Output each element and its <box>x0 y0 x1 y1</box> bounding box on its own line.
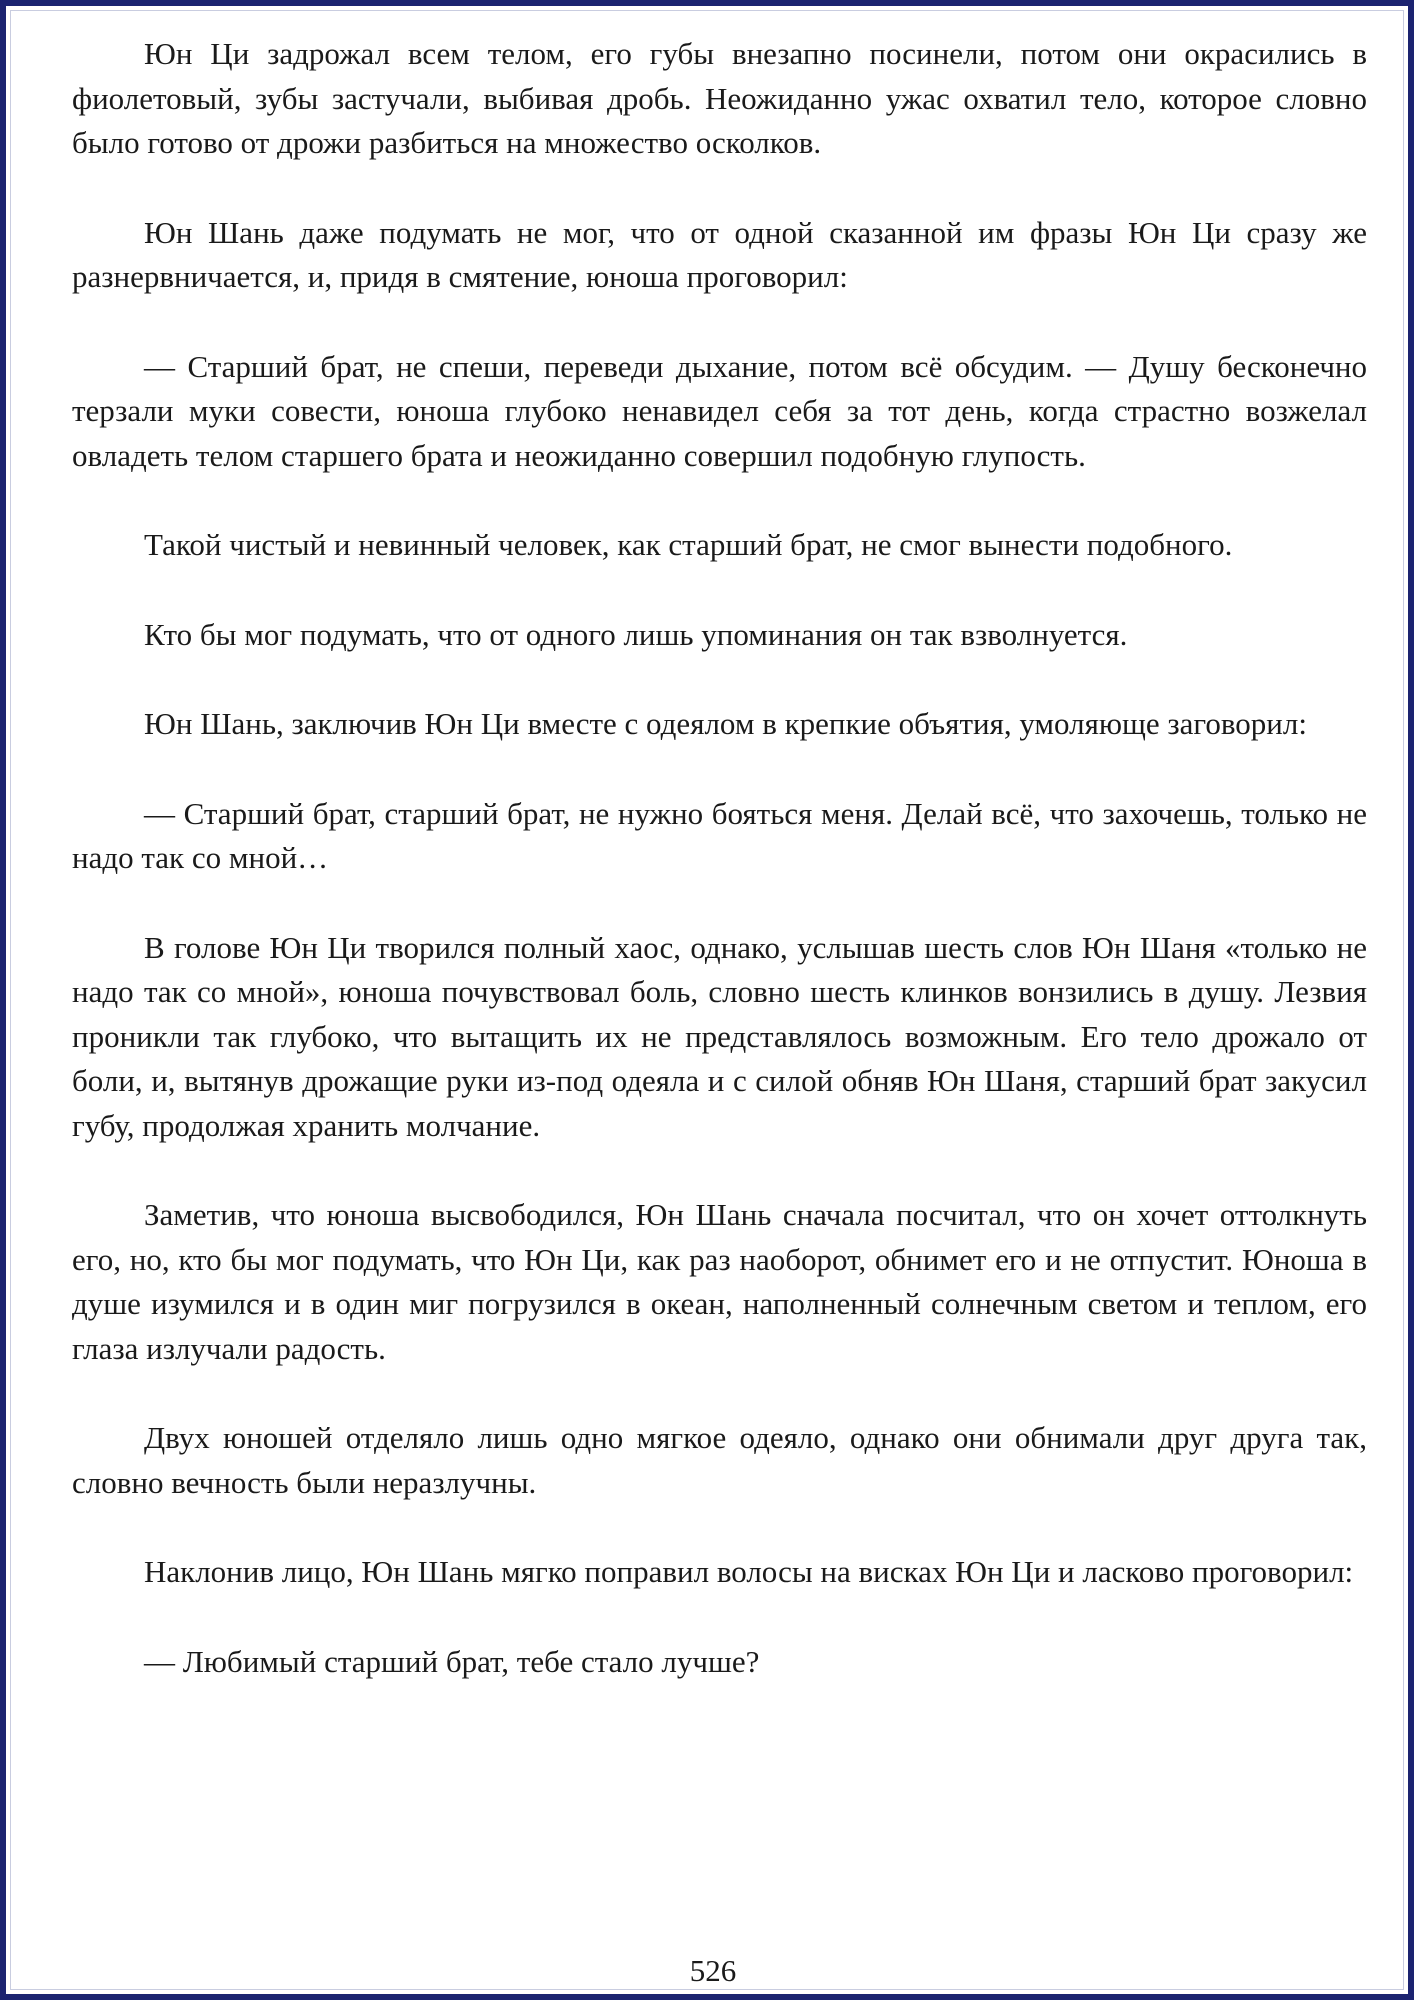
paragraph: — Старший брат, старший брат, не нужно бояться меня. Делай всё, что захочешь, только не надо так со мной… <box>72 795 1367 875</box>
paragraph: Кто бы мог подумать, что от одного лишь упоминания он так взволнуется. <box>144 616 1128 652</box>
paragraph: Заметив, что юноша высвободился, Юн Шань сначала посчитал, что он хочет оттолкнуть его, но, кто бы мог подумать, что Юн Ци, как раз наоборот, обнимет его и не отпустит. Юноша в душе изумился и в один миг погрузился в океан, наполненный солнечным светом и теплом, его глаза излучали радость. <box>72 1197 1367 1366</box>
paragraph: Юн Ци задрожал всем телом, его губы внезапно посинели, потом они окрасились в фиолетовый, зубы застучали, выбивая дробь. Неожиданно ужас охватил тело, которое словно было готово от дрожи разбиться на множество осколков. <box>72 36 1367 160</box>
paragraph: Такой чистый и невинный человек, как старший брат, не смог вынести подобного. <box>144 527 1233 562</box>
paragraph: Юн Шань даже подумать не мог, что от одной сказанной им фразы Юн Ци сразу же разнервничается, и, придя в смятение, юноша проговорил: <box>72 214 1367 294</box>
paragraph: Двух юношей отделяло лишь одно мягкое одеяло, однако они обнимали друг друга так, словно вечность были неразлучны. <box>72 1420 1367 1500</box>
document-body <box>72 32 1367 1729</box>
paragraph: Наклонив лицо, Юн Шань мягко поправил волосы на висках Юн Ци и ласково проговорил: <box>144 1554 1354 1589</box>
paragraph: — Старший брат, не спеши, переведи дыхание, потом всё обсудим. — Душу бесконечно терзали муки совести, юноша глубоко ненавидел себя за тот день, когда страстно возжелал овладеть телом старшего брата и неожиданно совершил подобную глупость. <box>72 348 1367 473</box>
paragraph: В голове Юн Ци творился полный хаос, однако, услышав шесть слов Юн Шаня «только не надо так со мной», юноша почувствовал боль, словно шесть клинков вонзились в душу. Лезвия проникли так глубоко, что вытащить их не представлялось возможным. Его тело дрожало от боли, и, вытянув дрожащие руки из-под одеяла и с силой обняв Юн Шаня, старший брат закусил губу, продолжая хранить молчание. <box>72 929 1367 1143</box>
paragraph: — Любимый старший брат, тебе стало лучше? <box>144 1643 760 1679</box>
paragraph: Юн Шань, заключив Юн Ци вместе с одеялом в крепкие объятия, умоляюще заговорил: <box>144 706 1307 741</box>
page-number: 526 <box>689 1953 737 1988</box>
